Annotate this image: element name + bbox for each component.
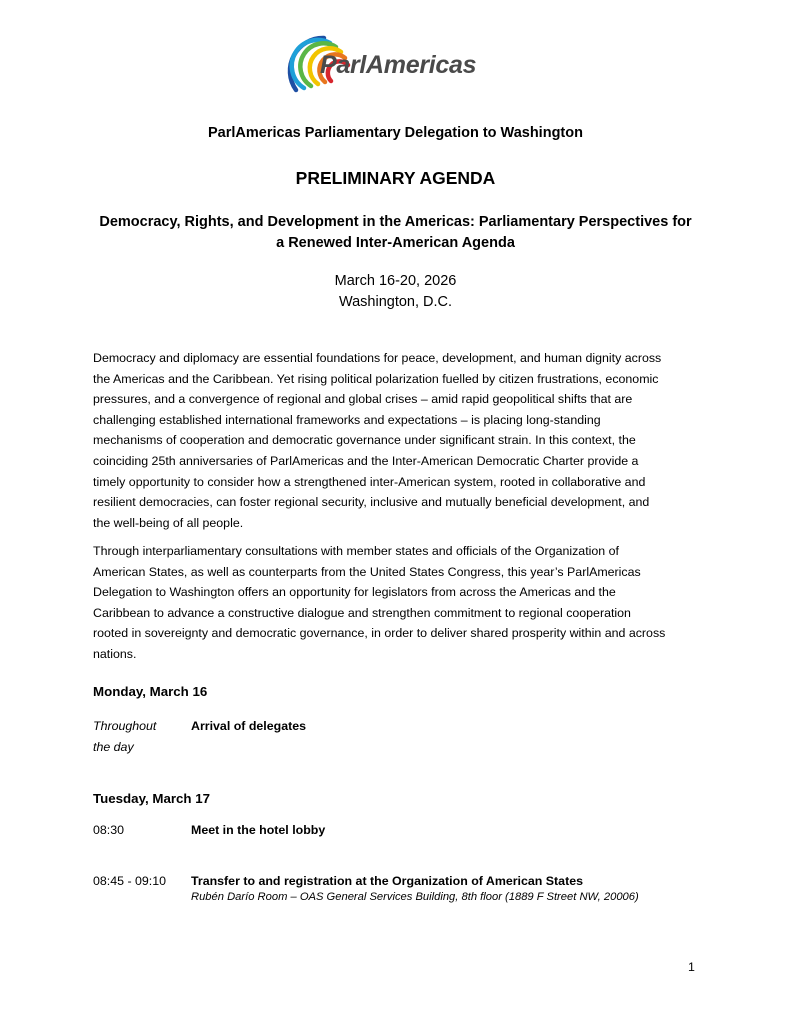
time-line-2: the day [93,739,134,754]
page-title: PRELIMINARY AGENDA [295,168,496,188]
intro-paragraph-1 [93,348,703,533]
paragraph-line: American States, as well as counterparts from the United States Congress, this year’s ParlAmericas [93,564,641,579]
paragraph-line: the Americas and the Caribbean. Yet rising political polarization fuelled by citizen frustrations, economic [93,371,659,386]
agenda-activity: Arrival of delegates [191,719,307,733]
theme-line-2: a Renewed Inter-American Agenda [276,235,515,251]
agenda-time: 08:45 - 09:10 [93,874,167,888]
logo-wordmark: ParlAmericas [320,51,477,79]
paragraph-line: challenging established international frameworks and expectations – is placing long‑standing [93,412,601,427]
paragraph-line: Caribbean to advance a constructive dialogue and strengthen commitment to regional cooperation [93,605,631,620]
day-heading-monday: Monday, March 16 [93,684,208,699]
paragraph-line: the well‑being of all people. [93,515,244,530]
paragraph-line: nations. [93,646,137,661]
event-dates: March 16-20, 2026 [334,273,457,289]
paragraph-line: Delegation to Washington offers an opportunity for legislators from across the Americas and the [93,585,616,600]
day-heading-tuesday: Tuesday, March 17 [93,791,211,806]
agenda-venue: Rubén Darío Room – OAS General Services Building, 8th floor (1889 F Street NW, 20006) [191,891,639,903]
paragraph-line: timely opportunity to consider how a strengthened inter‑American system, rooted in collaborative and [93,474,646,489]
paragraph-line: mechanisms of cooperation and democratic governance under significant strain. In this context, the [93,433,636,448]
agenda-theme [60,212,731,254]
time-line-1: Throughout [93,719,157,733]
delegation-subtitle: ParlAmericas Parliamentary Delegation to Washington [208,125,583,141]
page-number: 1 [688,960,695,974]
paragraph-line: rooted in sovereignty and democratic governance, in order to deliver shared prosperity within and across [93,626,666,641]
agenda-time [93,716,173,757]
paragraph-line: coinciding 25th anniversaries of ParlAmericas and the Inter‑American Democratic Charter provide a [93,453,639,468]
theme-line-1: Democracy, Rights, and Development in the Americas: Parliamentary Perspectives for [99,214,692,230]
intro-paragraph-2 [93,541,703,665]
paragraph-line: Democracy and diplomacy are essential foundations for peace, development, and human dignity across [93,351,662,365]
event-location: Washington, D.C. [338,294,453,310]
agenda-time: 08:30 [93,823,125,837]
paragraph-line: Through interparliamentary consultations with member states and officials of the Organization of [93,544,619,558]
paragraph-line: pressures, and a convergence of regional and global crises – amid rapid geopolitical shifts that are [93,392,633,407]
agenda-activity: Transfer to and registration at the Organization of American States [191,874,583,888]
paragraph-line: resilient democracies, can foster regional security, inclusive and mutually beneficial development, and [93,495,650,510]
agenda-activity: Meet in the hotel lobby [191,823,326,837]
